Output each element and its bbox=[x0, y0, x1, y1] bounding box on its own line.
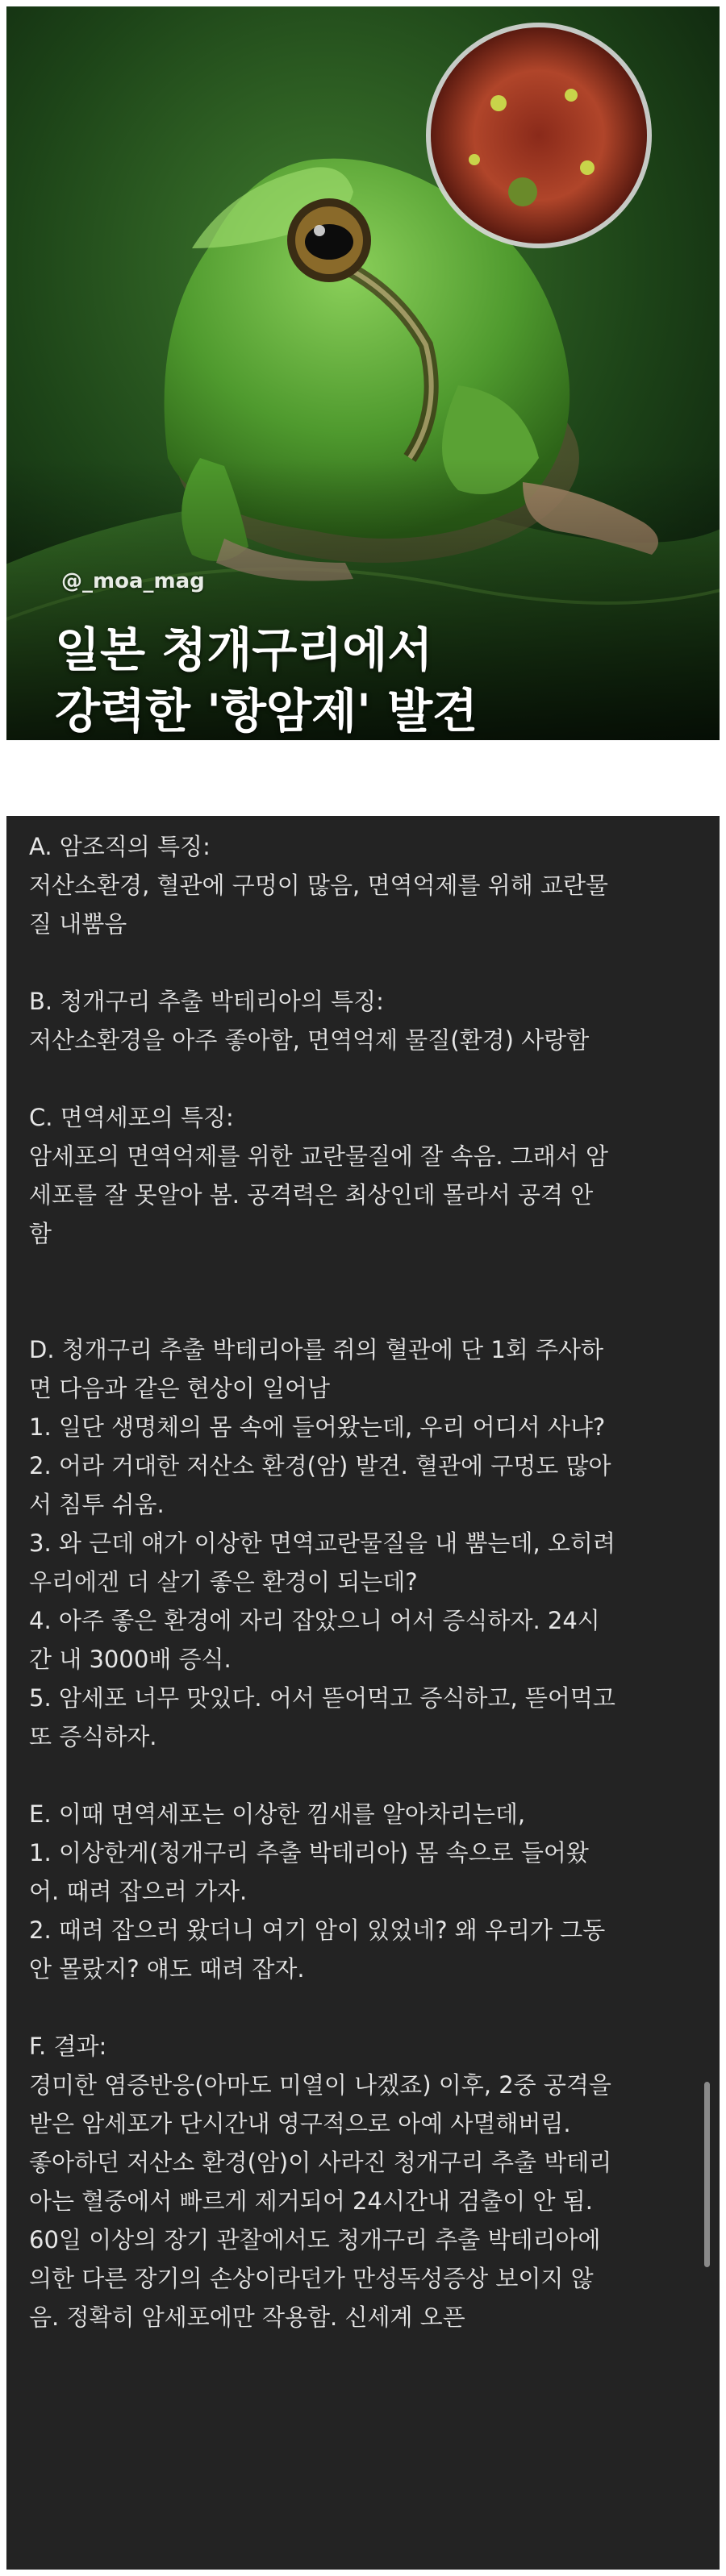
spacer bbox=[29, 1253, 699, 1330]
spacer bbox=[29, 1059, 699, 1098]
post-text bbox=[29, 827, 699, 2337]
section-f-line: 좋아하던 저산소 환경(암)이 사라진 청개구리 추출 박테리 bbox=[29, 2149, 612, 2176]
section-d-line: 간 내 3000배 증식. bbox=[29, 1646, 232, 1673]
section-f-line: 받은 암세포가 단시간내 영구적으로 아예 사멸해버림. bbox=[29, 2110, 571, 2137]
section-c-line: 세포를 잘 못알아 봄. 공격력은 최상인데 몰라서 공격 안 bbox=[29, 1181, 594, 1209]
vertical-scrollbar[interactable] bbox=[704, 2082, 710, 2267]
section-d-line: 서 침투 쉬움. bbox=[29, 1491, 165, 1518]
section-f-line: 의한 다른 장기의 손상이라던가 만성독성증상 보이지 않 bbox=[29, 2265, 594, 2292]
headline-line-1: 일본 청개구리에서 bbox=[55, 622, 433, 677]
section-d-line: 3. 와 근데 얘가 이상한 면역교란물질을 내 뿜는데, 오히려 bbox=[29, 1529, 615, 1557]
section-f-line: 아는 혈중에서 빠르게 제거되어 24시간내 검출이 안 됨. bbox=[29, 2187, 593, 2215]
section-d-line: 4. 아주 좋은 환경에 자리 잡았으니 어서 증식하자. 24시 bbox=[29, 1607, 600, 1634]
section-e-line: E. 이때 면역세포는 이상한 낌새를 알아차리는데, bbox=[29, 1800, 526, 1828]
section-d-line: 2. 어라 거대한 저산소 환경(암) 발견. 혈관에 구멍도 많아 bbox=[29, 1452, 611, 1479]
headline-line-2: 강력한 '항암제' 발견 bbox=[55, 684, 478, 739]
section-d-line: 우리에겐 더 살기 좋은 환경이 되는데? bbox=[29, 1568, 418, 1596]
section-d-line: 면 다음과 같은 현상이 일어남 bbox=[29, 1375, 331, 1402]
section-e-line: 어. 때려 잡으러 가자. bbox=[29, 1878, 248, 1905]
section-f-heading: F. 결과: bbox=[29, 2033, 107, 2060]
section-c-heading: C. 면역세포의 특징: bbox=[29, 1104, 234, 1131]
section-f-line: 60일 이상의 장기 관찰에서도 청개구리 추출 박테리아에 bbox=[29, 2226, 601, 2253]
section-a-heading: A. 암조직의 특징: bbox=[29, 833, 211, 860]
section-a-line: 저산소환경, 혈관에 구멍이 많음, 면역억제를 위해 교란물 bbox=[29, 872, 609, 899]
section-b-heading: B. 청개구리 추출 박테리아의 특징: bbox=[29, 988, 384, 1015]
section-f-line: 경미한 염증반응(아마도 미열이 나겠죠) 이후, 2중 공격을 bbox=[29, 2071, 611, 2099]
section-d-line: D. 청개구리 추출 박테리아를 쥐의 혈관에 단 1회 주사하 bbox=[29, 1336, 604, 1363]
section-e-line: 2. 때려 잡으러 왔더니 여기 암이 있었네? 왜 우리가 그동 bbox=[29, 1916, 606, 1944]
section-e-line: 1. 이상한게(청개구리 추출 박테리아) 몸 속으로 들어왔 bbox=[29, 1839, 589, 1866]
post-body bbox=[6, 816, 720, 2570]
section-c-line: 암세포의 면역억제를 위한 교란물질에 잘 속음. 그래서 암 bbox=[29, 1142, 609, 1170]
spacer bbox=[29, 943, 699, 982]
section-a-line: 질 내뿜음 bbox=[29, 910, 127, 938]
account-handle: @_moa_mag bbox=[61, 569, 205, 593]
section-e-line: 안 몰랐지? 얘도 때려 잡자. bbox=[29, 1955, 305, 1983]
section-f-line: 음. 정확히 암세포에만 작용함. 신세계 오픈 bbox=[29, 2303, 465, 2331]
spacer bbox=[29, 1756, 699, 1795]
section-d-line: 또 증식하자. bbox=[29, 1723, 157, 1750]
cover-headline bbox=[55, 619, 478, 740]
section-d-line: 5. 암세포 너무 맛있다. 어서 뜯어먹고 증식하고, 뜯어먹고 bbox=[29, 1684, 615, 1712]
cover-image-card bbox=[6, 6, 720, 740]
section-c-line: 함 bbox=[29, 1220, 52, 1247]
spacer bbox=[29, 1988, 699, 2027]
section-b-line: 저산소환경을 아주 좋아함, 면역억제 물질(환경) 사랑함 bbox=[29, 1026, 590, 1054]
section-d-line: 1. 일단 생명체의 몸 속에 들어왔는데, 우리 어디서 사냐? bbox=[29, 1413, 606, 1441]
